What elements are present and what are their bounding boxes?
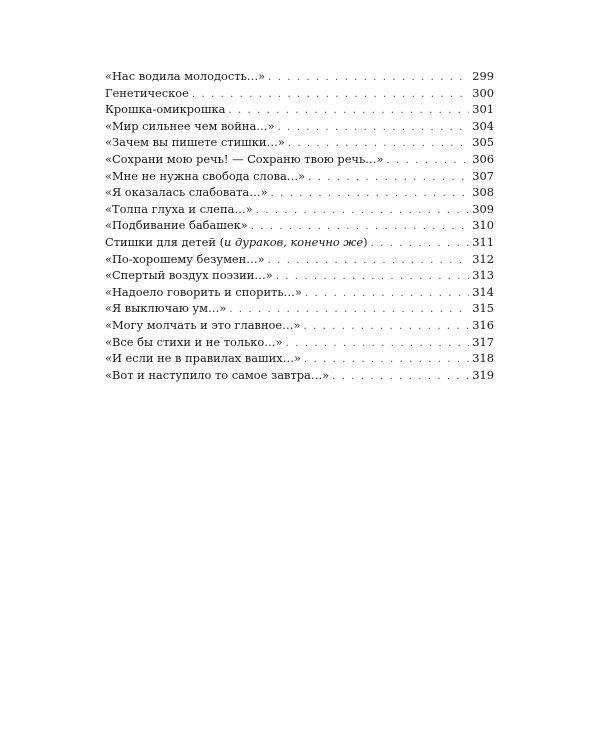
toc-entry-title: «Все бы стихи и не только…» (105, 334, 283, 349)
toc-entry-page: 314 (472, 284, 494, 299)
dot-leader (268, 70, 469, 87)
dot-leader (271, 186, 470, 203)
toc-entry-page: 300 (472, 85, 494, 100)
dot-leader (276, 269, 470, 286)
toc-entry[interactable] (105, 350, 494, 367)
toc-entry[interactable] (105, 334, 494, 351)
toc-entry[interactable] (105, 251, 494, 268)
dot-leader (268, 253, 470, 270)
toc-entry[interactable] (105, 184, 494, 201)
dot-leader (192, 87, 469, 104)
toc-entry-page: 312 (472, 251, 494, 266)
toc-entry-page: 305 (472, 135, 494, 150)
toc-entry[interactable] (105, 101, 494, 118)
toc-entry[interactable] (105, 284, 494, 301)
toc-entry-title: «Подбивание бабашек» (105, 218, 248, 233)
toc-entry-page: 309 (472, 201, 494, 216)
toc-entry-title: «Мир сильнее чем война…» (105, 118, 275, 133)
toc-entry-page: 310 (472, 218, 494, 233)
toc-entry-title: «Нас водила молодость…» (105, 69, 266, 83)
dot-leader (332, 369, 469, 386)
toc-entry-page: 319 (472, 367, 494, 382)
toc-entry[interactable] (105, 300, 494, 317)
toc-entry-page: 301 (472, 102, 494, 117)
toc-entry-title-main: Стишки для детей ( (105, 234, 225, 249)
toc-entry-page: 304 (472, 118, 494, 133)
toc-entry-title: «Сохрани мою речь! — Сохраню твою речь…» (105, 151, 384, 166)
toc-entry[interactable] (105, 68, 494, 85)
toc-entry-title: «Зачем вы пишете стишки…» (105, 135, 285, 150)
toc-entry-title: «Вот и наступило то самое завтра…» (105, 367, 330, 382)
dot-leader (256, 203, 470, 220)
toc-entry[interactable] (105, 367, 494, 384)
toc-entry-page: 306 (472, 151, 494, 166)
toc-entry-page: 307 (472, 168, 494, 183)
toc-entry-title (105, 234, 368, 251)
dot-leader (371, 236, 470, 253)
dot-leader (286, 336, 470, 353)
toc-entry[interactable] (105, 151, 494, 168)
toc-entry[interactable] (105, 85, 494, 102)
toc-entry[interactable] (105, 317, 494, 334)
toc-entry[interactable] (105, 134, 494, 151)
toc-entry[interactable] (105, 217, 494, 234)
table-of-contents (105, 68, 494, 383)
toc-entry-page: 316 (472, 317, 494, 332)
dot-leader (387, 153, 470, 170)
toc-entry[interactable] (105, 201, 494, 218)
dot-leader (308, 170, 469, 187)
toc-entry-title: «Я выключаю ум…» (105, 301, 227, 316)
toc-entry-title: «По-хорошему безумен…» (105, 251, 265, 266)
toc-entry-page: 311 (472, 234, 494, 249)
toc-entry-page: 308 (472, 185, 494, 200)
toc-entry-title: Крошка-омикрошка (105, 102, 226, 117)
dot-leader (278, 120, 470, 137)
toc-entry-title: «Я оказалась слабовата…» (105, 185, 268, 200)
toc-entry-page: 299 (472, 69, 494, 83)
toc-entry-title: «И если не в правилах ваших…» (105, 351, 301, 366)
toc-entry-page: 317 (472, 334, 494, 349)
toc-entry[interactable] (105, 118, 494, 135)
toc-entry-page: 315 (472, 301, 494, 316)
toc-entry[interactable] (105, 234, 494, 251)
toc-entry-title: Генетическое (105, 85, 189, 100)
toc-entry-title: «Надоело говорить и спорить…» (105, 284, 302, 299)
toc-entry-page: 313 (472, 268, 494, 283)
toc-entry-title: «Толпа глуха и слепа…» (105, 201, 253, 216)
toc-entry[interactable] (105, 267, 494, 284)
dot-leader (305, 286, 469, 303)
dot-leader (304, 319, 470, 336)
toc-entry-title: «Могу молчать и это главное…» (105, 317, 301, 332)
toc-entry-page: 318 (472, 351, 494, 366)
toc-entry-title-end: ) (363, 234, 368, 249)
toc-entry-title-italic: и дураков, конечно же (224, 234, 364, 249)
toc-entry[interactable] (105, 168, 494, 185)
toc-entry-title: «Мне не нужна свобода слова…» (105, 168, 306, 183)
toc-entry-title: «Спертый воздух поэзии…» (105, 268, 273, 283)
